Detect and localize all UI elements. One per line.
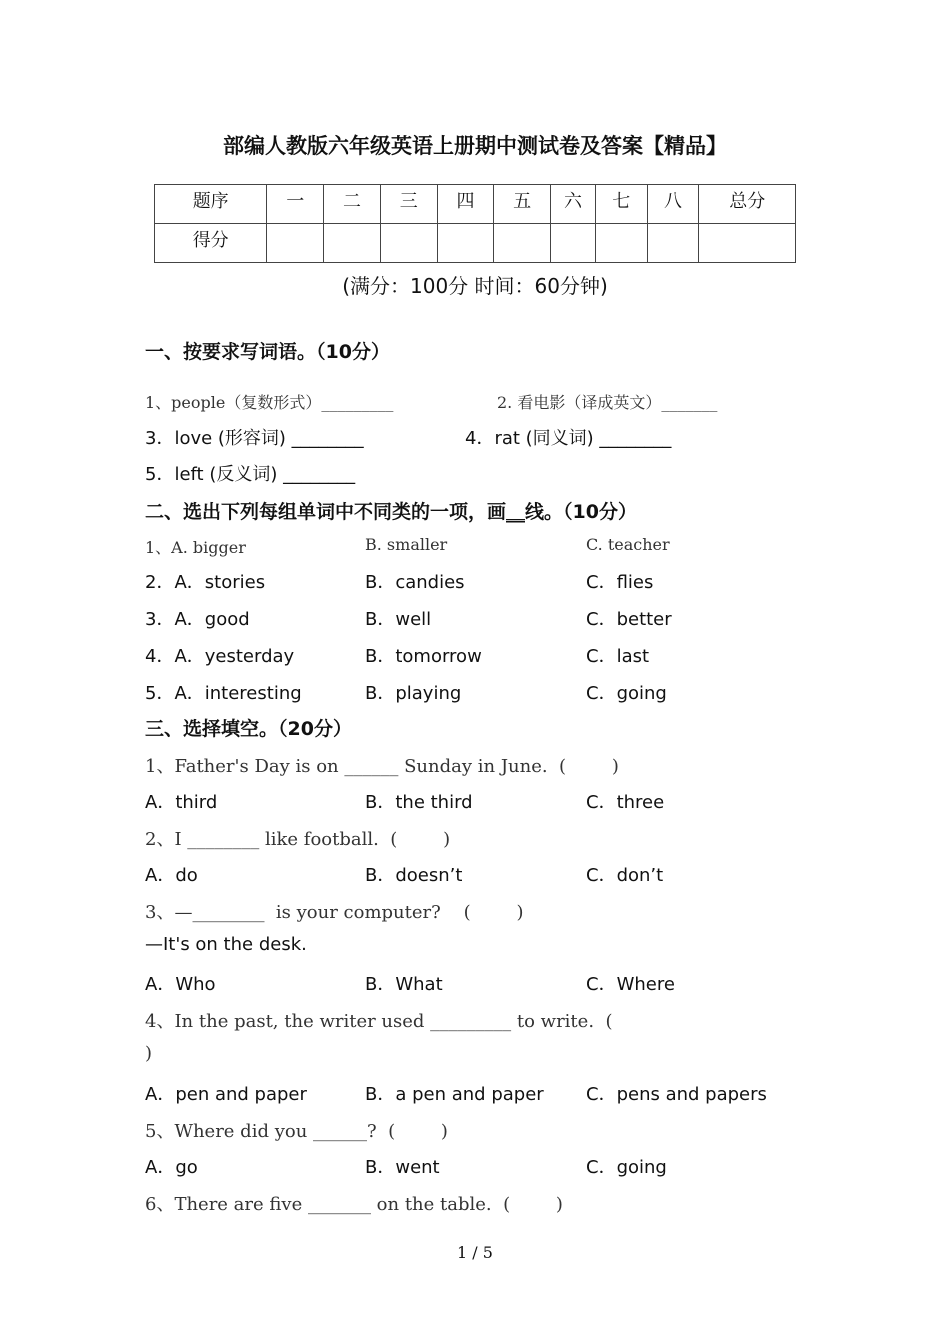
section2-row3-a: 3．A．good	[145, 609, 250, 630]
section1-q1: 1、people（复数形式）_________	[145, 393, 394, 412]
score-cell[interactable]	[551, 224, 596, 263]
score-header-cell: 八	[647, 185, 699, 224]
section1-q3: 3．love (形容词) ________	[145, 428, 364, 449]
section2-row1-a: 1、A. bigger	[145, 538, 246, 557]
score-cell[interactable]	[267, 224, 324, 263]
section2-row3-b: B．well	[365, 609, 432, 630]
section2-row3-c: C．better	[586, 609, 672, 630]
section2-heading-blank: __	[506, 501, 526, 523]
section2-row1-c: C. teacher	[586, 535, 670, 554]
section2-row5-a: 5．A．interesting	[145, 683, 302, 704]
section3-q1-opt-a: A．third	[145, 792, 218, 813]
page-number: 1 / 5	[457, 1243, 493, 1262]
score-table-score-row	[155, 224, 796, 263]
section3-q4: 4、In the past, the writer used _________ to write. (	[145, 1011, 613, 1032]
section3-q1-opt-b: B．the third	[365, 792, 473, 813]
score-header-cell: 题序	[155, 185, 267, 224]
score-cell[interactable]	[647, 224, 699, 263]
score-header-cell: 五	[494, 185, 551, 224]
section2-row4-c: C．last	[586, 646, 650, 667]
section3-heading: 三、选择填空。（20分）	[145, 718, 352, 740]
section3-q4-opt-b: B．a pen and paper	[365, 1084, 544, 1105]
score-cell[interactable]	[699, 224, 796, 263]
section3-q4-opt-a: A．pen and paper	[145, 1084, 307, 1105]
section1-heading: 一、按要求写词语。（10分）	[145, 341, 390, 363]
score-header-cell: 一	[267, 185, 324, 224]
section3-q6: 6、There are five _______ on the table. ( )	[145, 1194, 563, 1215]
score-table	[154, 184, 796, 263]
score-header-cell: 六	[551, 185, 596, 224]
section2-row1-b: B. smaller	[365, 535, 448, 554]
score-header-cell: 三	[380, 185, 437, 224]
score-header-cell: 二	[324, 185, 381, 224]
section3-q5: 5、Where did you ______? ( )	[145, 1121, 448, 1142]
score-header-cell: 七	[595, 185, 647, 224]
section2-heading	[145, 497, 637, 524]
score-cell[interactable]	[324, 224, 381, 263]
section3-q2-opt-a: A．do	[145, 865, 198, 886]
score-row-label: 得分	[155, 224, 267, 263]
score-cell[interactable]	[380, 224, 437, 263]
section3-q5-opt-a: A．go	[145, 1157, 198, 1178]
section2-row2-a: 2．A．stories	[145, 572, 266, 593]
score-header-cell: 总分	[699, 185, 796, 224]
section2-row5-c: C．going	[586, 683, 667, 704]
section1-q5: 5．left (反义词) ________	[145, 464, 356, 485]
section2-heading-post: 线。（10分）	[525, 501, 637, 523]
score-time-info: (满分：100分 时间：60分钟)	[342, 274, 608, 298]
score-header-cell: 四	[437, 185, 494, 224]
section2-row4-b: B．tomorrow	[365, 646, 482, 667]
section2-row2-b: B．candies	[365, 572, 465, 593]
section3-q1: 1、Father's Day is on ______ Sunday in June. ( )	[145, 756, 619, 777]
section3-q3: 3、—________ is your computer? ( )	[145, 902, 524, 923]
score-cell[interactable]	[494, 224, 551, 263]
section2-row5-b: B．playing	[365, 683, 462, 704]
section3-q2-opt-b: B．doesn’t	[365, 865, 463, 886]
section1-q2: 2. 看电影（译成英文）_______	[497, 393, 718, 412]
page-title: 部编人教版六年级英语上册期中测试卷及答案【精品】	[223, 134, 727, 158]
section3-q3-opt-b: B．What	[365, 974, 443, 995]
section2-row4-a: 4．A．yesterday	[145, 646, 295, 667]
section1-q4: 4．rat (同义词) ________	[465, 428, 672, 449]
section3-q4-cont: )	[145, 1043, 153, 1064]
section2-row2-c: C．flies	[586, 572, 654, 593]
section3-q3-opt-c: C．Where	[586, 974, 675, 995]
section3-q5-opt-b: B．went	[365, 1157, 440, 1178]
score-cell[interactable]	[595, 224, 647, 263]
section3-q5-opt-c: C．going	[586, 1157, 667, 1178]
score-cell[interactable]	[437, 224, 494, 263]
section3-q2-opt-c: C．don’t	[586, 865, 664, 886]
section3-q4-opt-c: C．pens and papers	[586, 1084, 767, 1105]
score-table-header-row	[155, 185, 796, 224]
section3-q2: 2、I ________ like football. ( )	[145, 829, 451, 850]
section2-heading-pre: 二、选出下列每组单词中不同类的一项，画	[145, 501, 507, 523]
section3-q3-opt-a: A．Who	[145, 974, 216, 995]
section3-q3-answer: —It's on the desk.	[145, 934, 307, 955]
section3-q1-opt-c: C．three	[586, 792, 665, 813]
